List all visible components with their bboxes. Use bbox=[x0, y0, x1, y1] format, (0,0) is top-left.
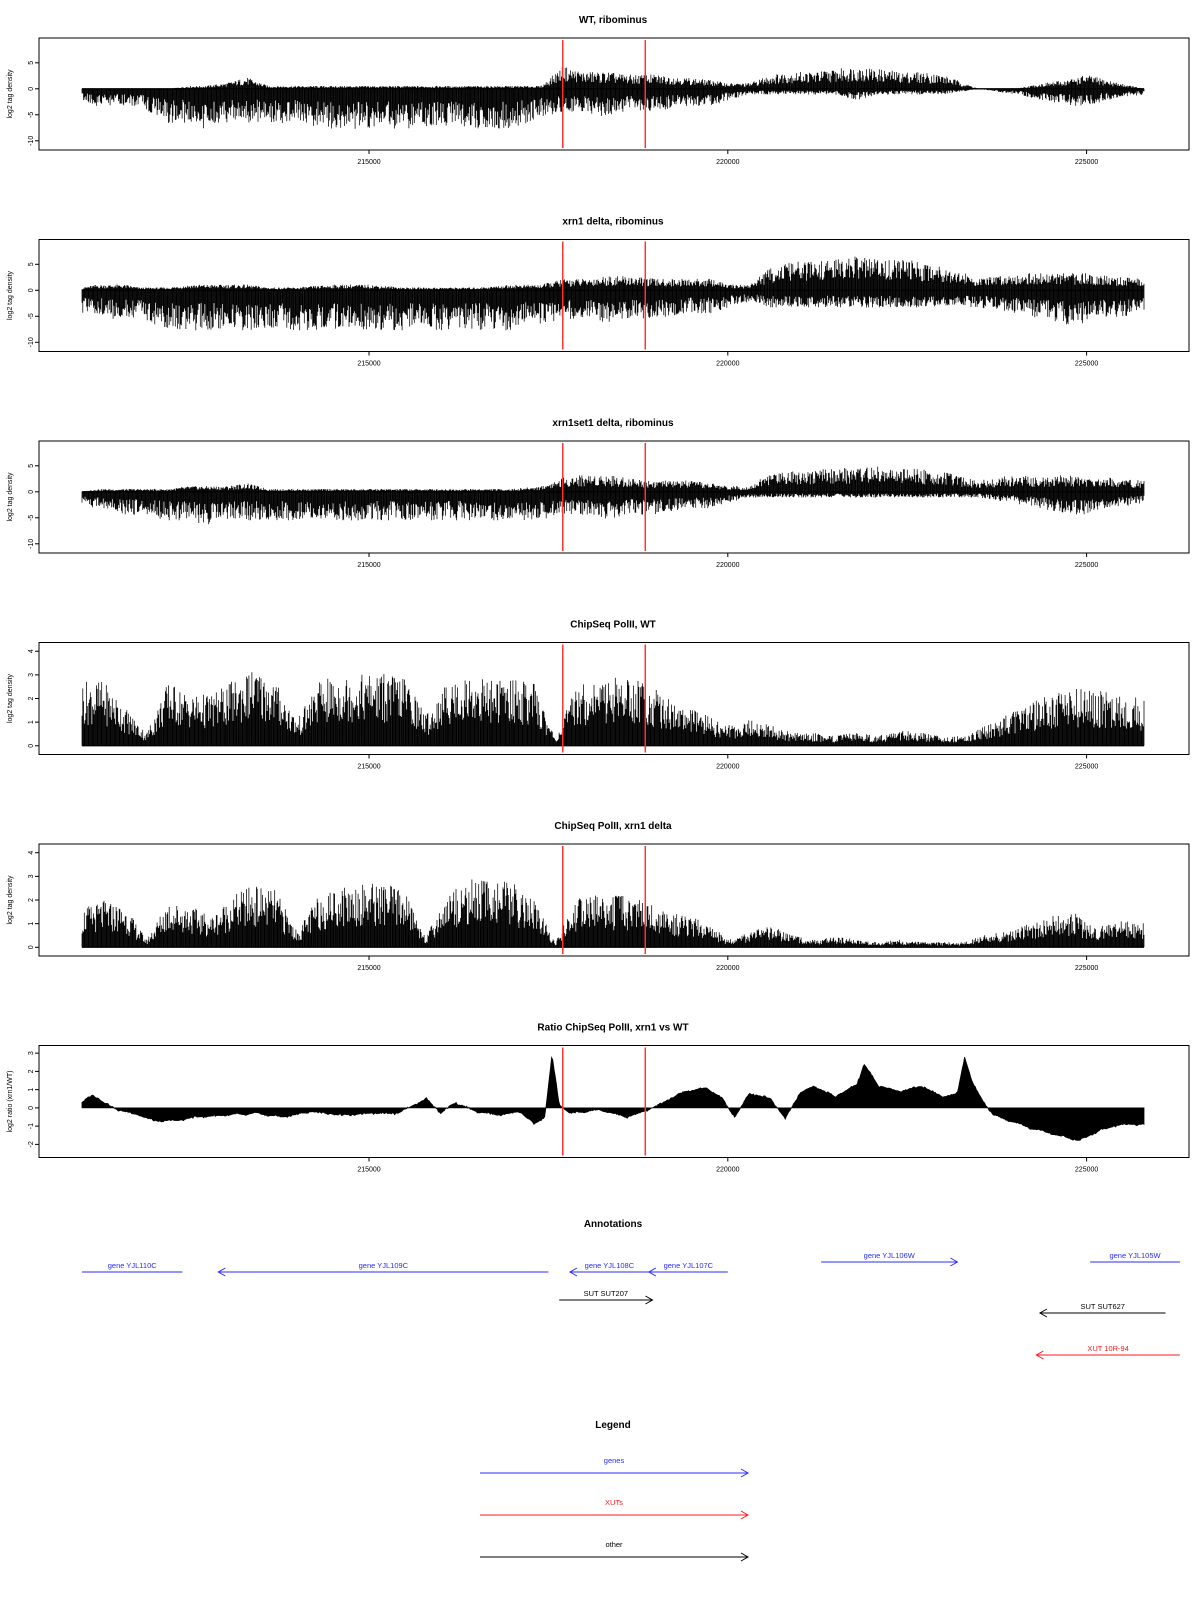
y-tick-label: 2 bbox=[28, 898, 35, 902]
legend-label: other bbox=[605, 1540, 623, 1549]
y-tick-label: 1 bbox=[28, 921, 35, 926]
x-tick-label: 225000 bbox=[1074, 763, 1099, 771]
y-tick-label: 0 bbox=[28, 1105, 35, 1110]
annotation-gene bbox=[570, 1261, 649, 1276]
x-tick-label: 215000 bbox=[357, 763, 381, 771]
ratio-trace bbox=[82, 1057, 1144, 1140]
annotation-gene bbox=[218, 1261, 548, 1276]
y-tick-label: -10 bbox=[28, 135, 35, 146]
y-tick-label: 5 bbox=[28, 463, 35, 468]
y-axis-label: log2 tag density bbox=[7, 673, 14, 724]
annotation-label: gene YJL105W bbox=[1109, 1251, 1161, 1260]
legend-entry-xut bbox=[480, 1498, 748, 1519]
annotation-label: gene YJL108C bbox=[584, 1261, 635, 1270]
track-panel bbox=[7, 217, 1189, 368]
x-tick-label: 215000 bbox=[357, 965, 381, 972]
annotation-label: gene YJL106W bbox=[863, 1251, 915, 1260]
annotation-label: gene YJL110C bbox=[107, 1261, 157, 1270]
track-panel bbox=[7, 418, 1189, 569]
y-axis-label: log2 tag density bbox=[7, 69, 14, 119]
y-tick-label: 0 bbox=[28, 86, 35, 91]
annotation-gene bbox=[82, 1261, 182, 1272]
y-tick-label: 0 bbox=[28, 743, 35, 748]
annotation-label: gene YJL107C bbox=[663, 1261, 714, 1270]
annotation-gene bbox=[1090, 1251, 1180, 1262]
panel-title: xrn1set1 delta, ribominus bbox=[552, 418, 674, 429]
x-tick-label: 220000 bbox=[716, 763, 740, 771]
annotation-arrows bbox=[82, 1251, 1180, 1359]
x-tick-label: 215000 bbox=[357, 562, 381, 569]
y-tick-label: 5 bbox=[28, 60, 36, 65]
y-tick-label: 0 bbox=[28, 489, 35, 494]
density-bars bbox=[82, 67, 1144, 129]
track-panel bbox=[7, 15, 1189, 166]
y-tick-label: -5 bbox=[28, 313, 35, 320]
y-tick-label: 4 bbox=[28, 649, 35, 654]
y-tick-label: 1 bbox=[28, 1087, 35, 1092]
legend-label: XUTs bbox=[605, 1498, 623, 1507]
y-axis-label: log2 tag density bbox=[7, 875, 14, 925]
y-tick-label: 4 bbox=[28, 850, 35, 855]
panel-title: ChipSeq PolII, WT bbox=[570, 619, 656, 631]
panel-title: xrn1 delta, ribominus bbox=[562, 216, 664, 228]
legend-entry-other bbox=[480, 1540, 748, 1561]
legend-label: genes bbox=[603, 1456, 625, 1465]
y-tick-label: 3 bbox=[28, 874, 35, 879]
annotations-section bbox=[82, 1219, 1180, 1359]
x-tick-label: 220000 bbox=[716, 1166, 740, 1174]
legend-entries bbox=[480, 1456, 748, 1561]
y-tick-label: 3 bbox=[28, 1051, 35, 1056]
plot-frame bbox=[39, 1046, 1189, 1158]
x-tick-label: 215000 bbox=[357, 1166, 381, 1174]
density-bars bbox=[82, 880, 1144, 948]
legend-title: Legend bbox=[595, 1420, 631, 1431]
y-tick-label: -1 bbox=[28, 1123, 35, 1130]
y-tick-label: 2 bbox=[28, 696, 35, 701]
y-tick-label: -5 bbox=[28, 111, 35, 118]
legend-section bbox=[480, 1420, 748, 1561]
x-tick-label: 225000 bbox=[1074, 1166, 1099, 1174]
x-tick-label: 220000 bbox=[716, 159, 740, 166]
density-bars bbox=[82, 467, 1144, 525]
y-tick-label: 5 bbox=[28, 262, 35, 267]
annotation-label: gene YJL109C bbox=[358, 1261, 409, 1270]
annotation-label: SUT SUT627 bbox=[1080, 1302, 1125, 1311]
x-tick-label: 215000 bbox=[357, 159, 381, 166]
density-bars bbox=[82, 672, 1144, 746]
y-tick-label: 0 bbox=[28, 288, 35, 293]
annotation-other bbox=[559, 1289, 652, 1304]
y-axis-label: log2 tag density bbox=[7, 472, 14, 522]
annotation-other bbox=[1040, 1302, 1166, 1317]
y-axis-label: log2 tag density bbox=[7, 270, 14, 321]
track-panels bbox=[7, 15, 1189, 1174]
x-tick-label: 225000 bbox=[1074, 159, 1099, 166]
x-tick-label: 215000 bbox=[357, 360, 381, 368]
y-tick-label: 0 bbox=[28, 945, 35, 950]
x-tick-label: 225000 bbox=[1074, 965, 1099, 972]
annotation-label: SUT SUT207 bbox=[583, 1289, 629, 1298]
annotation-gene bbox=[821, 1251, 957, 1266]
x-tick-label: 220000 bbox=[716, 965, 740, 972]
panel-title: Ratio ChipSeq PolII, xrn1 vs WT bbox=[537, 1022, 689, 1034]
track-panel bbox=[7, 620, 1189, 771]
annotation-xut bbox=[1036, 1344, 1180, 1359]
annotation-gene bbox=[649, 1261, 728, 1276]
y-axis-label: log2 ratio (xrn1/WT) bbox=[7, 1070, 14, 1133]
annotations-title: Annotations bbox=[583, 1219, 643, 1230]
panel-title: ChipSeq PolII, xrn1 delta bbox=[554, 821, 672, 832]
annotation-label: XUT 10R-94 bbox=[1087, 1344, 1129, 1353]
track-panel bbox=[7, 1023, 1189, 1174]
y-tick-label: 3 bbox=[28, 672, 35, 677]
x-tick-label: 225000 bbox=[1074, 562, 1099, 569]
x-tick-label: 220000 bbox=[716, 360, 740, 368]
track-panel bbox=[7, 821, 1189, 972]
y-tick-label: -10 bbox=[28, 337, 35, 348]
legend-entry-gene bbox=[480, 1456, 748, 1477]
density-bars bbox=[82, 257, 1144, 331]
y-tick-label: -5 bbox=[28, 514, 35, 521]
y-tick-label: 1 bbox=[28, 720, 35, 725]
x-tick-label: 225000 bbox=[1074, 360, 1099, 368]
y-tick-label: -2 bbox=[28, 1141, 35, 1148]
panel-title: WT, ribominus bbox=[578, 15, 648, 26]
y-tick-label: 2 bbox=[28, 1069, 35, 1074]
y-tick-label: -10 bbox=[28, 538, 35, 549]
x-tick-label: 220000 bbox=[716, 562, 740, 569]
